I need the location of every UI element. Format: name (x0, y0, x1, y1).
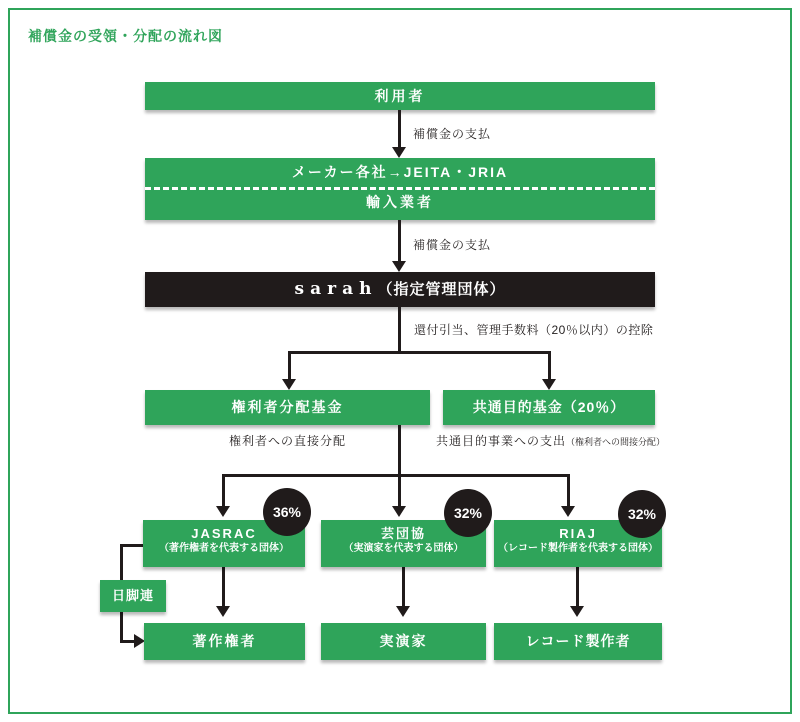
arrow-user-to-maker-head (392, 147, 406, 158)
arrow-geidankyo-to-recipient-head (396, 606, 410, 617)
geidankyo-name: 芸団協 (380, 526, 426, 541)
fund-branch-line (288, 351, 551, 354)
copyright-holder-box: 著作権者 (144, 623, 305, 660)
common-fund-note (436, 432, 666, 449)
geidankyo-percent-badge: 32% (444, 489, 492, 537)
riaj-desc: （レコード製作者を代表する団体） (498, 543, 658, 554)
arrow-to-jasrac-head (216, 506, 230, 517)
rights-fund-down-line (398, 425, 401, 477)
maker-box-line1: メーカー各社→JEITA・JRIA (291, 164, 509, 180)
arrow-jasrac-to-recipient-head (216, 606, 230, 617)
common-fund-note-main: 共通目的事業への支出 (436, 434, 567, 448)
deduction-label: 還付引当、管理手数料（20％以内）の控除 (414, 323, 654, 337)
arrow-maker-to-sarah-line (398, 220, 401, 262)
maker-importer-box (145, 158, 655, 220)
jasrac-name: JASRAC (191, 526, 257, 541)
sarah-down-line (398, 307, 401, 354)
arrow-to-riaj-line (567, 474, 570, 507)
sarah-box-desc: （指定管理団体） (377, 281, 506, 298)
arrow-to-geidankyo-line (398, 474, 401, 507)
common-fund-note-small: （権利者への間接分配） (566, 437, 666, 447)
nikkyakuren-box: 日脚連 (100, 580, 166, 612)
record-producer-box: レコード製作者 (494, 623, 662, 660)
payment-label-mid: 補償金の支払 (413, 238, 492, 252)
geidankyo-desc: （実演家を代表する団体） (343, 543, 464, 554)
payment-label-top: 補償金の支払 (413, 127, 492, 141)
arrow-to-jasrac-line (222, 474, 225, 507)
dashed-divider (145, 187, 655, 190)
org-branch-line (222, 474, 570, 477)
arrow-to-common-fund-line (548, 351, 551, 380)
riaj-name: RIAJ (559, 526, 597, 541)
rights-fund-box: 権利者分配基金 (145, 390, 430, 425)
arrow-to-rights-fund-line (288, 351, 291, 380)
arrow-to-rights-fund-head (282, 379, 296, 390)
sarah-box (145, 272, 655, 307)
jasrac-desc: （著作権者を代表する団体） (159, 543, 289, 554)
arrow-user-to-maker-line (398, 110, 401, 148)
arrow-maker-to-sarah-head (392, 261, 406, 272)
arrow-riaj-to-recipient-head (570, 606, 584, 617)
arrow-to-common-fund-head (542, 379, 556, 390)
arrow-jasrac-to-recipient-line (222, 567, 225, 607)
rights-fund-note: 権利者への直接分配 (228, 434, 346, 448)
arrow-to-geidankyo-head (392, 506, 406, 517)
performer-box: 実演家 (321, 623, 486, 660)
arrow-to-riaj-head (561, 506, 575, 517)
maker-box-line2: 輸入業者 (366, 194, 434, 210)
arrow-riaj-to-recipient-line (576, 567, 579, 607)
arrow-geidankyo-to-recipient-line (402, 567, 405, 607)
user-box: 利用者 (145, 82, 655, 110)
diagram-title: 補償金の受領・分配の流れ図 (28, 28, 223, 44)
jasrac-percent-badge: 36% (263, 488, 311, 536)
nikkyakuren-line-top (120, 544, 145, 547)
riaj-percent-badge: 32% (618, 490, 666, 538)
common-fund-box: 共通目的基金（20％） (443, 390, 655, 425)
sarah-box-name: sarah (294, 279, 378, 299)
